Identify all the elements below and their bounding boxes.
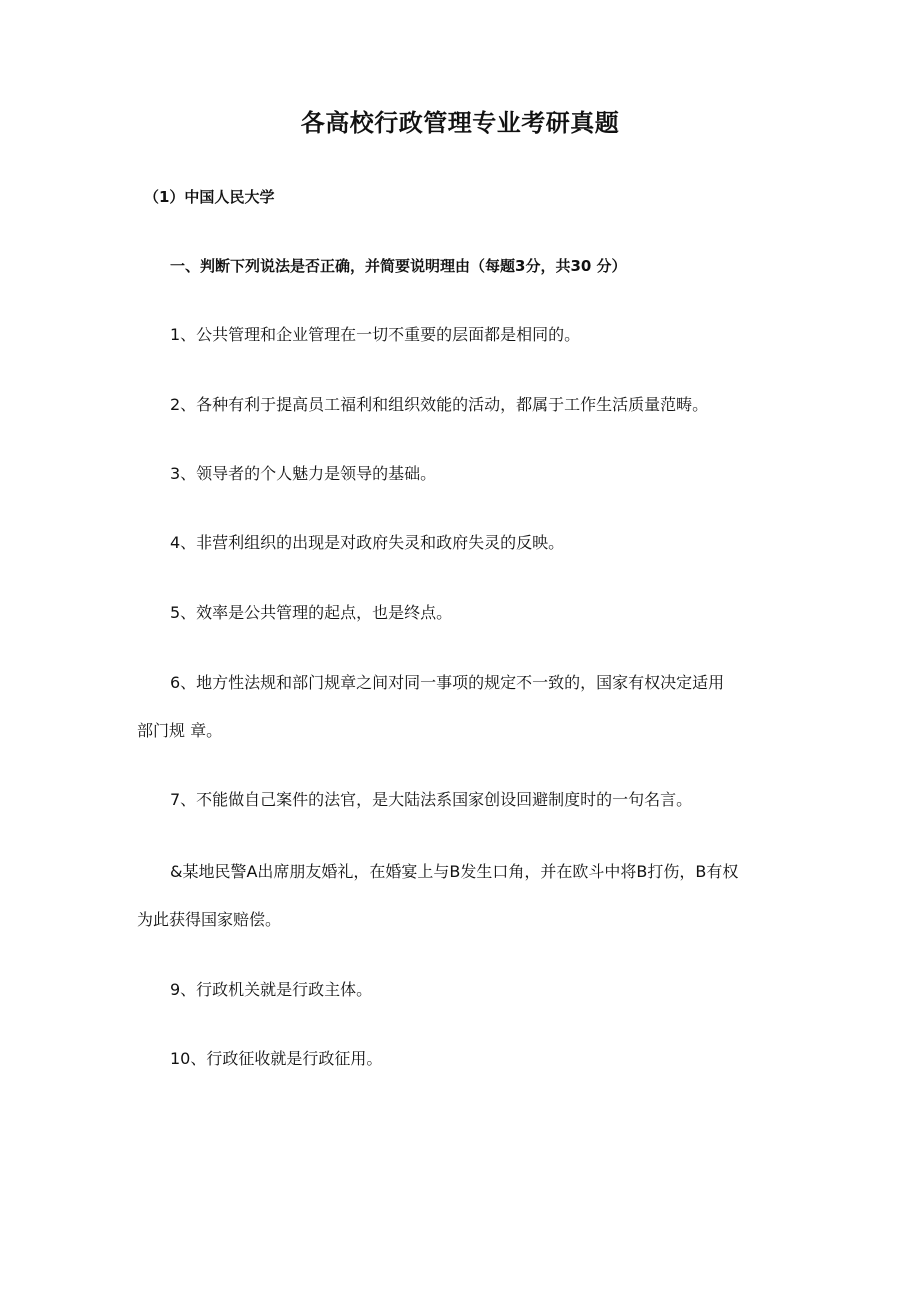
question-8-continuation: 为此获得国家赔偿。 [137, 910, 282, 929]
question-6-continuation: 部门规 章。 [137, 721, 223, 740]
school-heading: （1）中国人民大学 [144, 188, 275, 206]
question-2: 2、各种有利于提高员工福利和组织效能的活动，都属于工作生活质量范畴。 [170, 395, 709, 414]
question-1: 1、公共管理和企业管理在一切不重要的层面都是相同的。 [170, 325, 581, 344]
question-6: 6、地方性法规和部门规章之间对同一事项的规定不一致的，国家有权决定适用 [170, 673, 725, 692]
question-8: &某地民警A出席朋友婚礼，在婚宴上与B发生口角，并在欧斗中将B打伤，B有权 [170, 862, 739, 881]
question-3: 3、领导者的个人魅力是领导的基础。 [170, 464, 437, 483]
question-4: 4、非营利组织的出现是对政府失灵和政府失灵的反映。 [170, 533, 565, 552]
section-heading: 一、判断下列说法是否正确，并简要说明理由（每题3分，共30 分） [170, 257, 627, 275]
document-title: 各高校行政管理专业考研真题 [300, 109, 620, 137]
question-10: 10、行政征收就是行政征用。 [170, 1049, 383, 1068]
question-7: 7、不能做自己案件的法官，是大陆法系国家创设回避制度时的一句名言。 [170, 790, 693, 809]
question-5: 5、效率是公共管理的起点，也是终点。 [170, 603, 453, 622]
question-9: 9、行政机关就是行政主体。 [170, 980, 373, 999]
